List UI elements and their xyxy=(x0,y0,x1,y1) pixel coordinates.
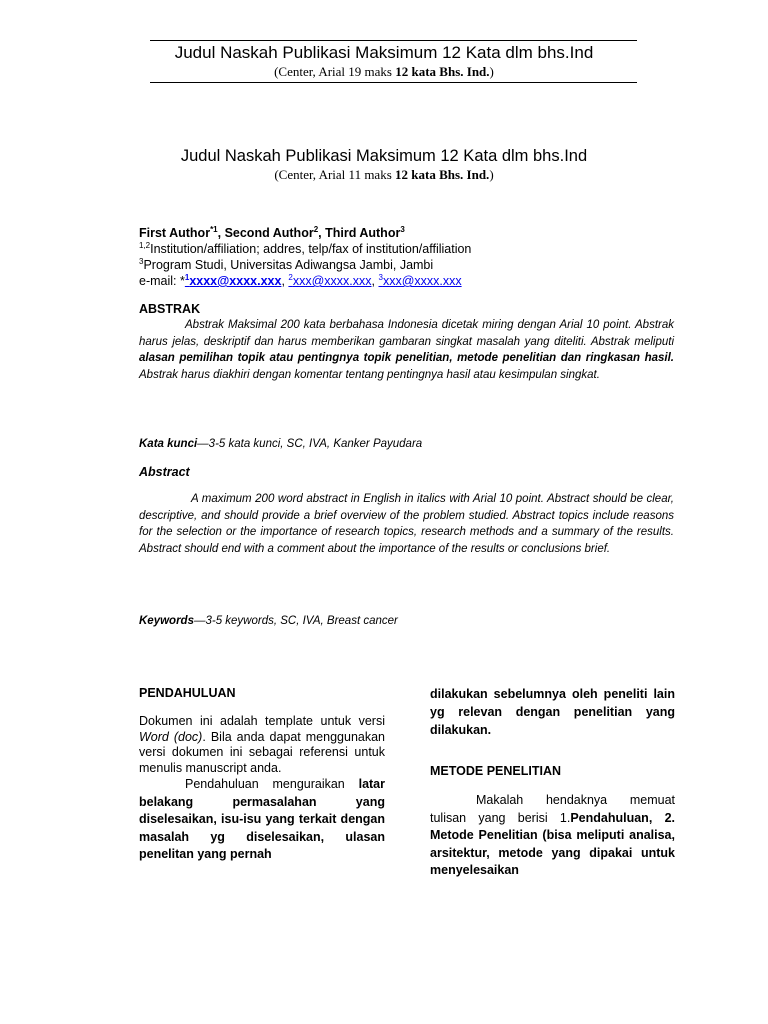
affiliation-1 xyxy=(139,242,471,257)
affiliation-1-text: Institution/affiliation; addres, telp/fax of institution/affiliation xyxy=(150,242,472,256)
email-3: xxx@xxxx.xxx xyxy=(382,274,462,288)
email-2-sup: 2 xyxy=(288,273,293,282)
metode-heading: METODE PENELITIAN xyxy=(430,764,562,778)
third-author-sup: 3 xyxy=(400,225,405,234)
right-column xyxy=(430,685,675,880)
right-continuation-text: dilakukan sebelumnya oleh peneliti lain yg relevan dengan penelitian yang dilakukan. xyxy=(430,687,675,737)
email-sep-1: , xyxy=(281,274,289,288)
second-author: , Second Author xyxy=(217,226,314,240)
header-note xyxy=(0,64,768,80)
keywords-label: Keywords xyxy=(139,615,194,627)
paper-title-note-bold: 12 kata Bhs. Ind. xyxy=(395,167,490,182)
header-note-suffix: ) xyxy=(489,64,494,79)
second-author-sup: 2 xyxy=(313,225,319,234)
pendahuluan-p1-a: Dokumen ini adalah template untuk versi xyxy=(139,714,385,728)
paper-title-note-suffix: ) xyxy=(489,167,494,182)
abstrak-heading: ABSTRAK xyxy=(139,302,201,316)
paper-title-note xyxy=(0,167,768,183)
metode-p1-a: Makalah hendaknya memuat tulisan yang berisi 1. xyxy=(430,793,675,825)
paper-title-note-prefix: (Center, Arial 11 maks xyxy=(274,167,396,182)
pendahuluan-paragraph-1 xyxy=(139,714,385,776)
left-column xyxy=(139,685,385,864)
abstrak-text-2: Abstrak harus diakhiri dengan komentar tentang pentingnya hasil atau kesimpulan singkat. xyxy=(139,368,600,381)
header-note-bold: 12 kata Bhs. Ind. xyxy=(395,64,490,79)
affiliation-2 xyxy=(139,258,433,273)
email-line xyxy=(139,274,462,289)
header-title: Judul Naskah Publikasi Maksimum 12 Kata dlm bhs.Ind xyxy=(174,43,594,62)
header-note-prefix: (Center, Arial 19 maks xyxy=(274,64,396,79)
affiliation-2-sup: 3 xyxy=(139,257,144,266)
first-author: First Author xyxy=(139,226,211,240)
kata-kunci-values: —3-5 kata kunci, SC, IVA, Kanker Payudara xyxy=(197,438,423,450)
kata-kunci-line xyxy=(139,436,422,453)
email-2: xxx@xxxx.xxx xyxy=(292,274,372,288)
pendahuluan-p2-a: Pendahuluan menguraikan xyxy=(185,777,359,791)
abstract-body: A maximum 200 word abstract in English in italics with Arial 10 point. Abstract should be clear, descriptive, and should provide a brief overview of the problem studied. Abstract topics include reasons for the selection or the importance of research topics, research methods and a summary of the results. Abstract should end with a comment about the importance of the results or conclusions brief. xyxy=(139,493,674,555)
abstract-heading: Abstract xyxy=(139,465,190,479)
first-author-sup: *1 xyxy=(210,225,218,234)
author-line xyxy=(139,226,405,241)
keywords-values: —3-5 keywords, SC, IVA, Breast cancer xyxy=(193,615,398,627)
header-bottom-rule xyxy=(150,82,637,83)
email-label: e-mail: xyxy=(139,274,180,288)
email-3-sup: 3 xyxy=(378,273,383,282)
affiliation-1-sup: 1,2 xyxy=(139,241,151,250)
kata-kunci-label: Kata kunci xyxy=(139,438,198,450)
email-sep-2: , xyxy=(371,274,379,288)
email-1-prefix: * xyxy=(179,274,185,288)
pendahuluan-heading: PENDAHULUAN xyxy=(139,686,236,700)
pendahuluan-p1-b: . Bila anda dapat menggunakan versi dokumen ini sebagai referensi untuk menulis manuscript anda. xyxy=(139,729,385,775)
abstrak-text-bold: alasan pemilihan topik atau pentingnya topik penelitian, metode penelitian dan ringkasan hasil. xyxy=(139,352,674,364)
third-author: , Third Author xyxy=(318,226,401,240)
right-continuation xyxy=(430,685,675,739)
affiliation-2-text: Program Studi, Universitas Adiwangsa Jambi, Jambi xyxy=(143,258,434,272)
keywords-line xyxy=(139,613,398,630)
abstrak-body xyxy=(139,317,674,383)
email-1-link[interactable] xyxy=(185,274,282,288)
email-1-sup: 1 xyxy=(184,273,190,282)
pendahuluan-p1-italic: Word (doc) xyxy=(139,729,203,744)
paper-title: Judul Naskah Publikasi Maksimum 12 Kata dlm bhs.Ind xyxy=(180,147,588,165)
email-2-link[interactable] xyxy=(288,274,371,288)
pendahuluan-p2-bold: latar belakang permasalahan yang diselesaikan, isu-isu yang terkait dengan masalah yg diselesaikan, ulasan penelitan yang pernah xyxy=(139,777,385,861)
metode-p1-bold: Pendahuluan, 2. Metode Penelitian (bisa meliputi analisa, arsitektur, metode yang dipakai untuk menyelesaikan xyxy=(430,810,675,877)
email-1: xxxx@xxxx.xxx xyxy=(189,274,282,288)
header-top-rule xyxy=(150,40,637,41)
pendahuluan-paragraph-2 xyxy=(139,776,385,864)
abstrak-text-1: Abstrak Maksimal 200 kata berbahasa Indonesia dicetak miring dengan Arial 10 point. Abstrak harus jelas, deskriptif dan harus memberikan gambaran singkat masalah yang diteliti. Abstrak meliputi xyxy=(139,319,674,348)
metode-paragraph-1 xyxy=(430,792,675,880)
email-3-link[interactable] xyxy=(378,274,461,288)
